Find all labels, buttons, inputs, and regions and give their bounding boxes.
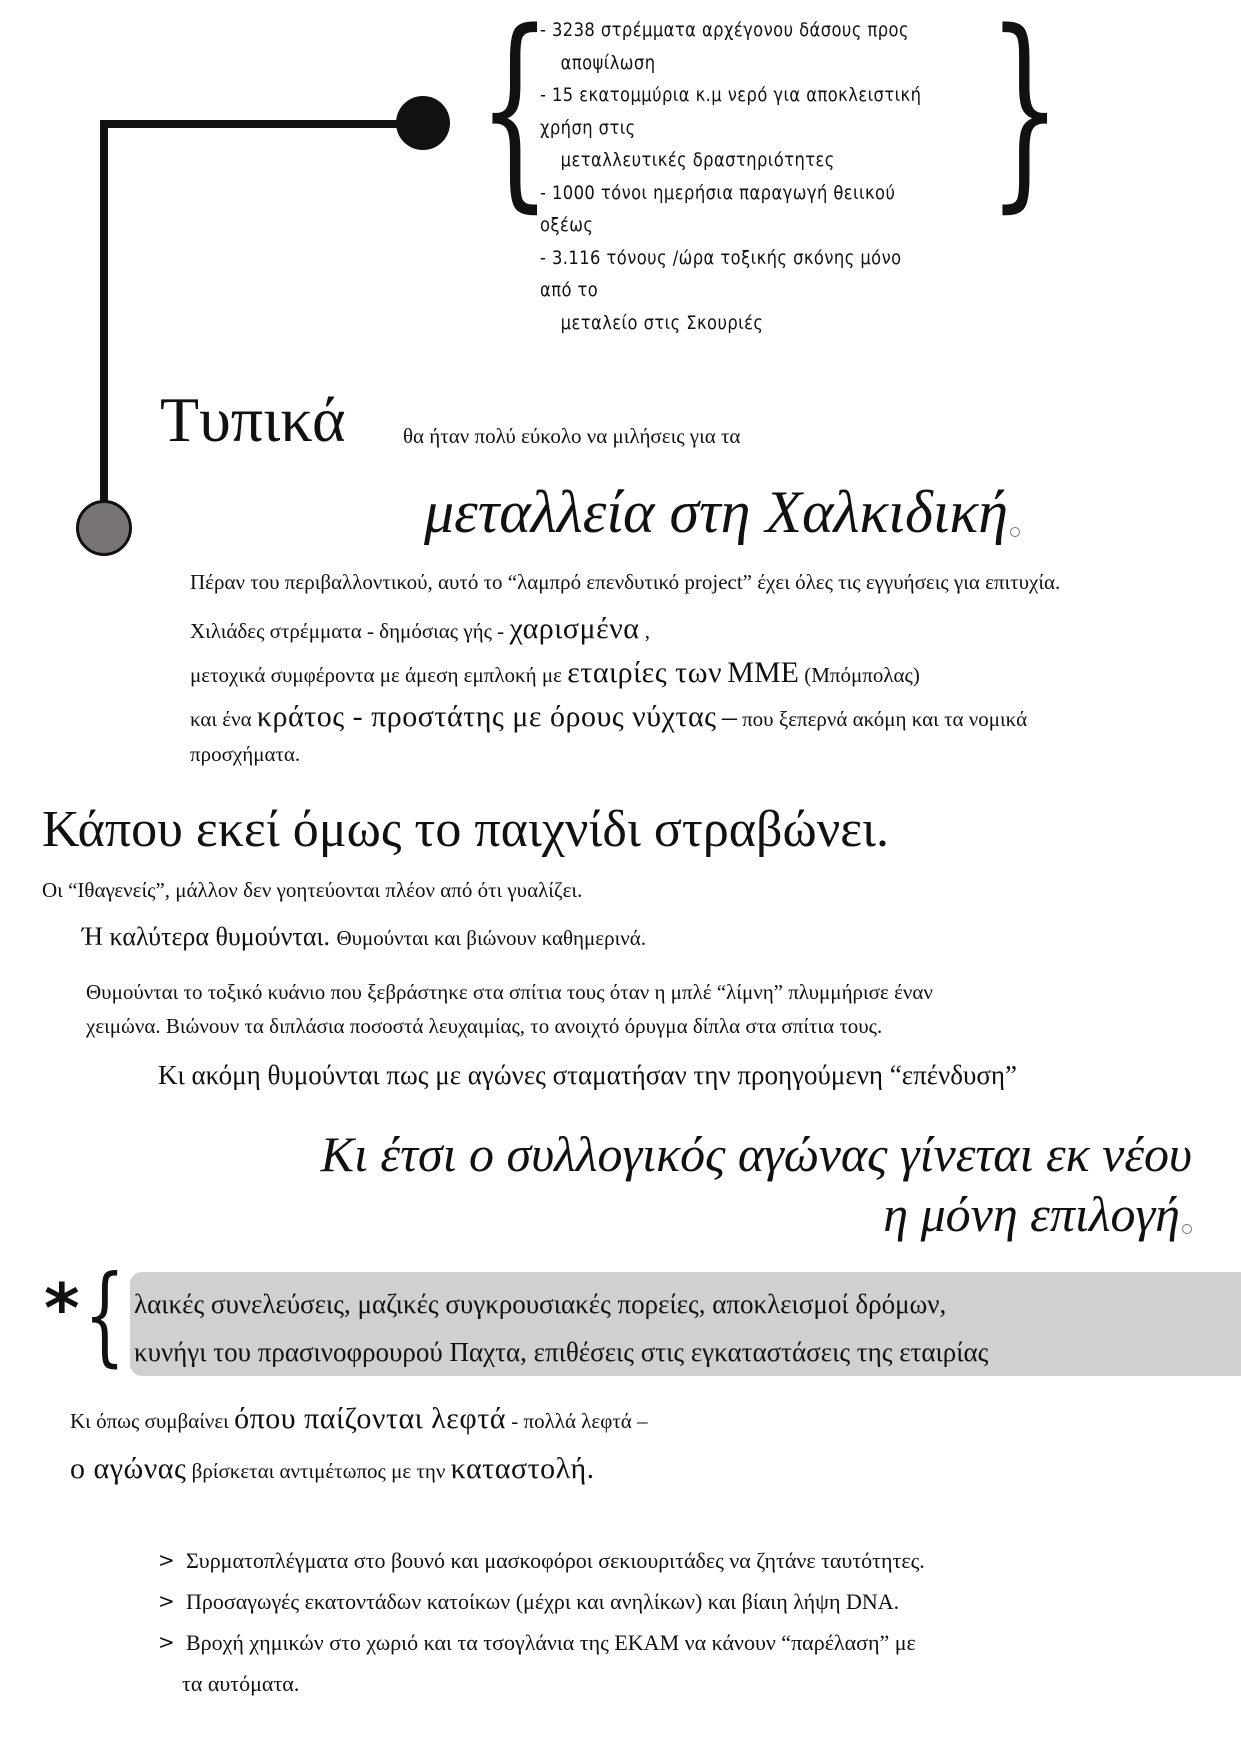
section2-kietsi-line2: η μόνη επιλογή bbox=[883, 1186, 1180, 1242]
intro-heading: Τυπικά bbox=[160, 384, 346, 455]
connector-grey-dot bbox=[76, 500, 132, 556]
para1-line2-a: Χιλιάδες στρέμματα - δημόσιας γής - bbox=[190, 619, 505, 643]
para1-line3-mme: ΜΜΕ bbox=[727, 656, 799, 689]
para1-line3 bbox=[190, 656, 920, 690]
section2-heading: Κάπου εκεί όμως το παιχνίδι στραβώνει. bbox=[42, 801, 890, 858]
fact-item bbox=[540, 177, 936, 242]
bullet-line: Προσαγωγές εκατοντάδων κατοίκων (μέχρι και ανηλίκων) και βίαιη λήψη DNA. bbox=[186, 1589, 900, 1614]
para1-line3-a: μετοχικά συμφέροντα με άμεση εμπλοκή με bbox=[190, 663, 562, 687]
para1-line4 bbox=[190, 700, 1027, 734]
intro-subheading bbox=[424, 478, 1020, 547]
left-curly-brace: { bbox=[478, 0, 552, 231]
para1-line4-b: που ξεπερνά ακόμη και τα νομικά bbox=[742, 707, 1028, 731]
section2-kalytera bbox=[82, 922, 646, 952]
repression-agonas bbox=[70, 1452, 595, 1486]
small-circle-icon bbox=[1182, 1224, 1192, 1234]
section2-kietsi-line2-wrap bbox=[208, 1184, 1192, 1244]
chevron-right-icon: > bbox=[158, 1630, 175, 1654]
fact-line: - 15 εκατομμύρια κ.μ νερό για αποκλειστική χρήση στις bbox=[540, 84, 922, 139]
connector-black-dot bbox=[396, 96, 450, 150]
para1-line3-b: (Μπόμπολας) bbox=[804, 663, 920, 687]
section2-thymountai-line: Θυμούνται το τοξικό κυάνιο που ξεβράστηκε στα σπίτια τους όταν η μπλέ “λίμνη” πλυμμήρισε έναν bbox=[86, 980, 933, 1004]
para1-line1 bbox=[190, 570, 1060, 595]
actions-line: κυνήγι του πρασινοφρουρού Παχτα, επιθέσεις στις εγκαταστάσεις της εταιρίας bbox=[134, 1337, 989, 1367]
section2-kalytera-a: Ή καλύτερα θυμούνται. bbox=[82, 922, 330, 951]
fact-line: μεταλείο στις Σκουριές bbox=[560, 311, 764, 334]
repression-opos-a: Κι όπως συμβαίνει bbox=[70, 1409, 229, 1433]
repression-agonas-a: βρίσκεται αντιμέτωπος με την bbox=[191, 1459, 446, 1483]
repression-opos-big: όπου παίζονται λεφτά bbox=[234, 1402, 506, 1435]
fact-line: - 3.116 τόνους /ώρα τοξικής σκόνης μόνο από το bbox=[540, 246, 902, 301]
fact-item bbox=[540, 242, 936, 340]
connector-vertical-line bbox=[100, 122, 108, 510]
actions-line: λαικές συνελεύσεις, μαζικές συγκρουσιακές πορείες, αποκλεισμοί δρόμων, bbox=[134, 1289, 947, 1319]
section2-kiakomi: Κι ακόμη θυμούνται πως με αγώνες σταματήσαν την προηγούμενη “επένδυση” bbox=[158, 1060, 1018, 1090]
para1-line4-a: και ένα bbox=[190, 707, 252, 731]
fact-item bbox=[540, 14, 936, 79]
para1-line3-big: εταιρίες των bbox=[567, 656, 723, 689]
bullet-line: τα αυτόματα. bbox=[182, 1671, 300, 1696]
section2-ithageneis: Οι “Ιθαγενείς”, μάλλον δεν γοητεύονται πλέον από ότι γυαλίζει. bbox=[42, 878, 583, 902]
small-circle-icon bbox=[1010, 527, 1020, 537]
repression-agonas-big2: καταστολή. bbox=[450, 1452, 595, 1485]
section2-kietsi-heading bbox=[208, 1124, 1192, 1244]
bullet-item bbox=[158, 1622, 1058, 1704]
fact-item bbox=[540, 79, 936, 177]
bullet-item bbox=[158, 1540, 1058, 1581]
para1-line4-big: κράτος - προστάτης με όρους νύχτας bbox=[256, 700, 717, 733]
bullet-line: Συρματοπλέγματα στο βουνό και μασκοφόροι σεκιουριτάδες να ζητάνε ταυτότητες. bbox=[186, 1548, 925, 1573]
chevron-right-icon: > bbox=[158, 1589, 175, 1613]
bullet-item bbox=[158, 1581, 1058, 1622]
para1-line2-b: , bbox=[644, 619, 650, 643]
chevron-right-icon: > bbox=[158, 1548, 175, 1572]
right-curly-brace: } bbox=[988, 0, 1062, 231]
fact-line: αποψίλωση bbox=[560, 51, 656, 74]
bullet-line: Βροχή χημικών στο χωριό και τα τσογλάνια της ΕΚΑΜ να κάνουν “παρέλαση” με bbox=[186, 1630, 916, 1655]
intro-subheading-text: μεταλλεία στη Χαλκιδική bbox=[424, 479, 1009, 545]
section2-thymountai-line: χειμώνα. Βιώνουν τα διπλάσια ποσοστά λευχαιμίας, το ανοιχτό όρυγμα δίπλα στα σπίτια τους. bbox=[86, 1014, 883, 1038]
asterisk-icon: * bbox=[44, 1270, 80, 1349]
para1-line5 bbox=[190, 742, 300, 767]
actions-text bbox=[134, 1280, 988, 1376]
para1-line4-dash: – bbox=[721, 700, 737, 733]
section2-kalytera-b: Θυμούνται και βιώνουν καθημερινά. bbox=[336, 926, 646, 950]
repression-bullets bbox=[158, 1540, 1058, 1704]
fact-line: μεταλλευτικές δραστηριότητες bbox=[560, 149, 835, 171]
para1-line5-text: προσχήματα. bbox=[190, 742, 301, 766]
para1-line1-text: Πέραν του περιβαλλοντικού, αυτό το “λαμπρό επενδυτικό project” έχει όλες τις εγγυήσεις για επιτυχία. bbox=[190, 570, 1061, 594]
fact-line: - 3238 στρέμματα αρχέγονου δάσους προς bbox=[540, 19, 909, 41]
intro-heading-tail: θα ήταν πολύ εύκολο να μιλήσεις για τα bbox=[403, 424, 741, 448]
section2-thymountai bbox=[86, 975, 1136, 1043]
facts-list bbox=[540, 14, 936, 339]
section2-kietsi-line1: Κι έτσι ο συλλογικός αγώνας γίνεται εκ νέου bbox=[320, 1126, 1192, 1182]
para1-line2-big: χαρισμένα bbox=[509, 612, 640, 645]
left-curly-brace-small: { bbox=[84, 1253, 126, 1378]
para1-line2 bbox=[190, 612, 650, 646]
fact-line: - 1000 τόνοι ημερήσια παραγωγή θειικού οξέως bbox=[540, 181, 896, 236]
repression-agonas-big: ο αγώνας bbox=[70, 1452, 187, 1485]
connector-horizontal-line bbox=[100, 120, 420, 128]
repression-opos bbox=[70, 1402, 648, 1436]
repression-opos-b: - πολλά λεφτά – bbox=[511, 1409, 648, 1433]
